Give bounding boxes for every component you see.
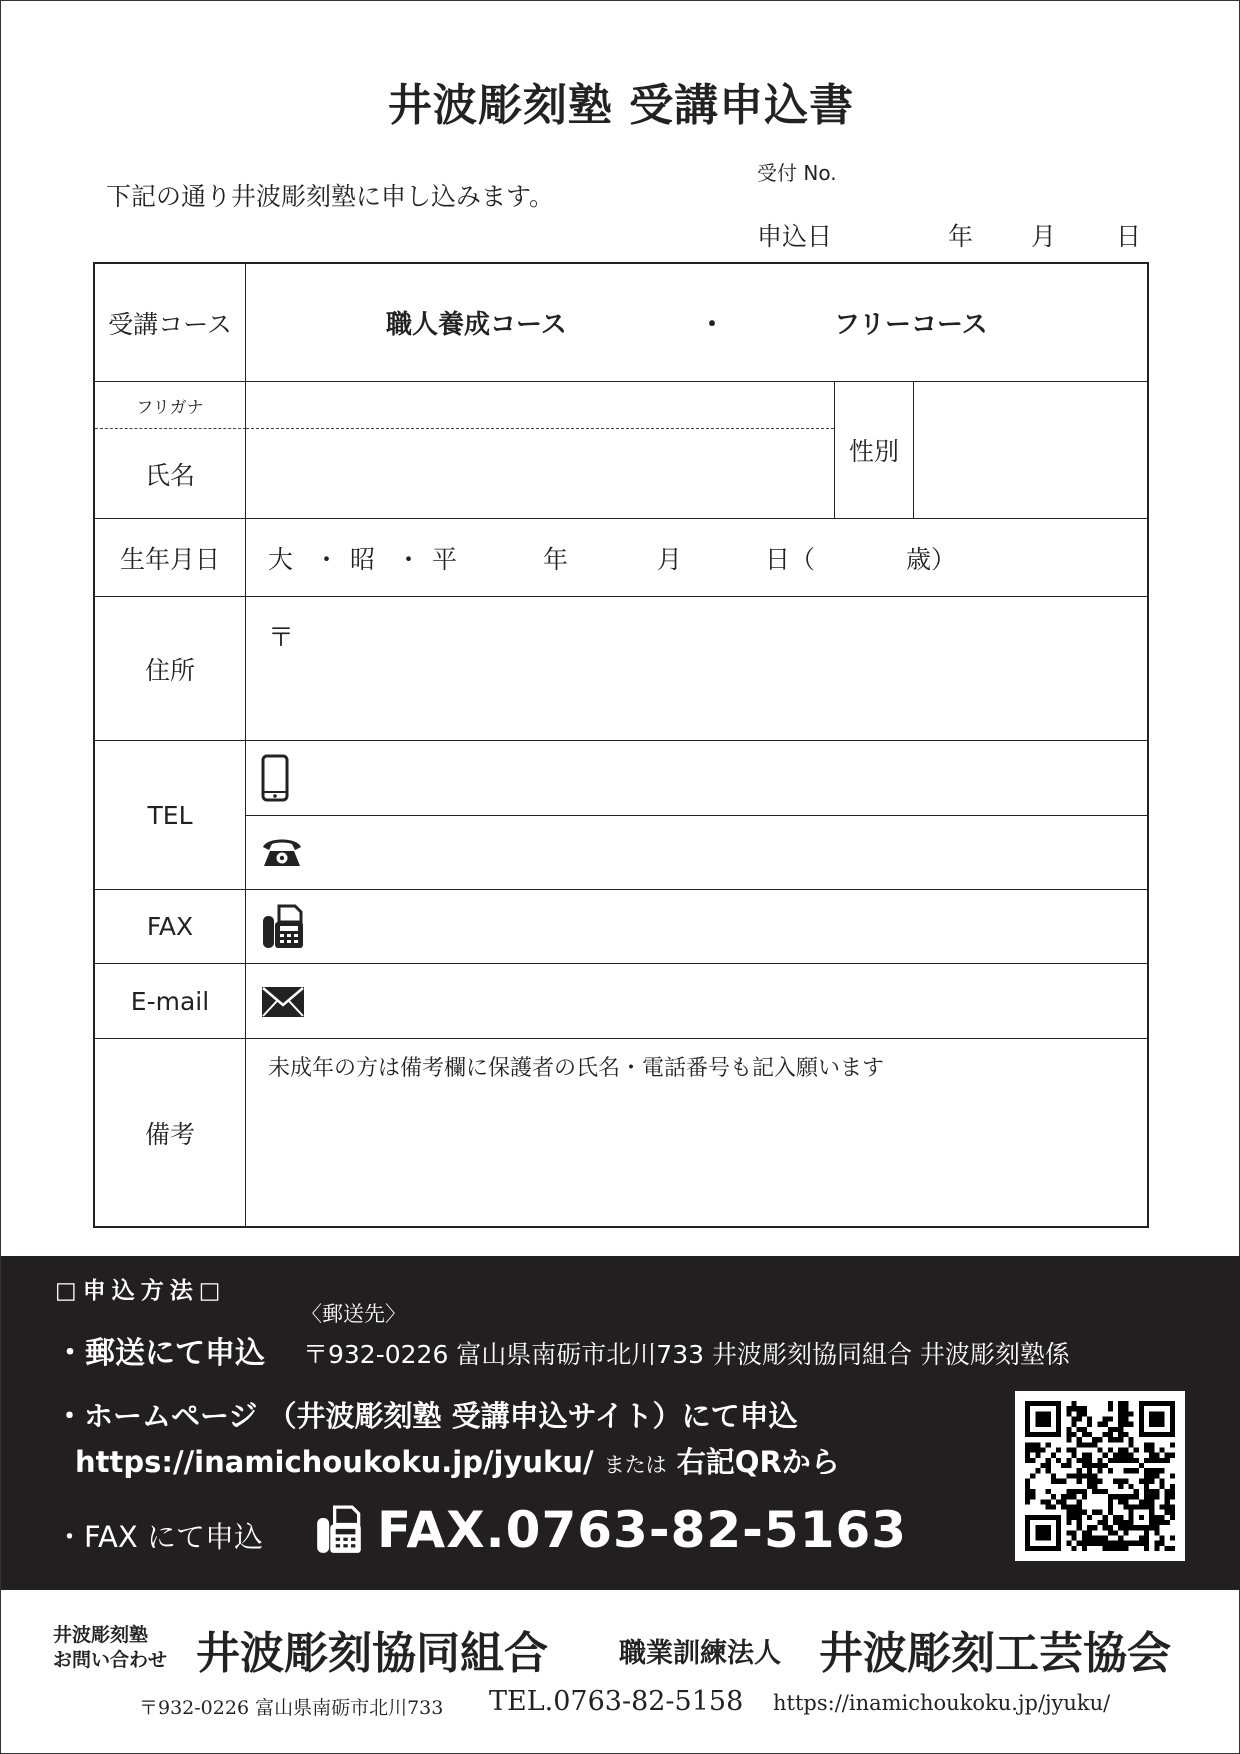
telephone-icon [261, 835, 303, 873]
birth-month-unit: 月 [657, 544, 683, 574]
mail-address: 〒932-0226 富山県南砺市北川733 井波彫刻協同組合 井波彫刻塾係 [303, 1340, 1070, 1369]
remarks-field[interactable] [246, 1039, 1147, 1226]
postal-mark: 〒 [268, 623, 295, 653]
address-field[interactable] [246, 597, 1147, 740]
tel-row [95, 741, 1147, 890]
mobile-phone-icon [261, 754, 289, 806]
footer-tel: TEL.0763-82-5158 [489, 1686, 744, 1717]
tel-label: TEL [95, 741, 246, 889]
course-label: 受講コース [95, 264, 246, 381]
name-row [95, 382, 1147, 519]
qr-code-graphic [1025, 1401, 1175, 1551]
course-option-craftsman[interactable]: 職人養成コース [386, 310, 567, 340]
apply-date-label: 申込日 [757, 222, 833, 251]
remarks-note: 未成年の方は備考欄に保護者の氏名・電話番号も記入願います [268, 1056, 885, 1081]
furigana-label: フリガナ [95, 382, 246, 429]
method-fax: ・FAX にて申込 [55, 1520, 263, 1554]
fax-field[interactable] [246, 890, 1147, 963]
footer-contact-line1: 井波彫刻塾 [53, 1624, 149, 1646]
email-field[interactable] [246, 964, 1147, 1038]
fax-icon [315, 1504, 363, 1560]
landline-field[interactable] [246, 816, 1147, 890]
age-unit: 歳） [906, 544, 957, 574]
birth-day-unit: 日（ [765, 544, 816, 574]
course-option-free[interactable]: フリーコース [834, 310, 988, 340]
era-taisho[interactable]: 大 [268, 544, 294, 574]
web-or-text: または [603, 1453, 667, 1477]
fax-row [95, 890, 1147, 964]
footer-org-cooperative: 井波彫刻協同組合 [196, 1628, 548, 1679]
page-title: 井波彫刻塾 受講申込書 [387, 80, 855, 131]
web-url-link[interactable]: https://inamichoukoku.jp/jyuku/ [75, 1445, 594, 1479]
footer-org-type: 職業訓練法人 [619, 1638, 781, 1669]
furigana-divider [246, 428, 834, 429]
apply-date-year: 年 [948, 222, 974, 251]
era-dot-2: ・ [396, 544, 422, 574]
course-separator: ・ [699, 310, 726, 340]
fax-icon [261, 904, 305, 954]
name-label: 氏名 [95, 429, 246, 518]
birthdate-row [95, 519, 1147, 597]
fax-label: FAX [95, 890, 246, 963]
email-label: E-mail [95, 964, 246, 1038]
birthdate-field[interactable] [246, 519, 1147, 596]
mobile-field[interactable] [246, 741, 1147, 815]
birthdate-label: 生年月日 [95, 519, 246, 596]
remarks-row [95, 1039, 1147, 1226]
fax-number: FAX.0763-82-5163 [377, 1501, 908, 1559]
birth-year-unit: 年 [543, 544, 569, 574]
intro-text: 下記の通り井波彫刻塾に申し込みます。 [106, 182, 555, 211]
footer-contact-line2: お問い合わせ [53, 1649, 168, 1671]
gender-field[interactable] [915, 382, 1147, 518]
footer-contact-label [53, 1623, 167, 1673]
gender-label: 性別 [834, 382, 914, 518]
address-row [95, 597, 1147, 741]
era-dot-1: ・ [314, 544, 340, 574]
course-row [95, 264, 1147, 382]
footer-org-association: 井波彫刻工芸協会 [819, 1628, 1171, 1679]
address-label: 住所 [95, 597, 246, 740]
name-field[interactable] [246, 430, 834, 518]
apply-date-month: 月 [1031, 222, 1057, 251]
footer-address: 〒932-0226 富山県南砺市北川733 [139, 1697, 444, 1719]
mail-destination-label: 〈郵送先〉 [301, 1302, 406, 1326]
era-showa[interactable]: 昭 [350, 544, 376, 574]
era-heisei[interactable]: 平 [432, 544, 458, 574]
web-url-line [75, 1440, 840, 1481]
furigana-field[interactable] [246, 382, 834, 428]
application-methods-band [1, 1256, 1240, 1590]
qr-code[interactable] [1015, 1391, 1185, 1561]
remarks-label: 備考 [95, 1039, 246, 1226]
envelope-icon [261, 986, 305, 1022]
method-mail: ・郵送にて申込 [55, 1336, 265, 1371]
method-web: ・ホームページ （井波彫刻塾 受講申込サイト）にて申込 [55, 1399, 798, 1433]
application-form-table [93, 262, 1149, 1228]
apply-date-day: 日 [1116, 222, 1142, 251]
email-row [95, 964, 1147, 1039]
receipt-number-label: 受付 No. [757, 161, 837, 185]
methods-heading: □申込方法□ [55, 1278, 227, 1304]
course-options [246, 264, 1147, 381]
web-qr-text: 右記QRから [676, 1445, 840, 1479]
footer-url[interactable]: https://inamichoukoku.jp/jyuku/ [773, 1691, 1111, 1715]
